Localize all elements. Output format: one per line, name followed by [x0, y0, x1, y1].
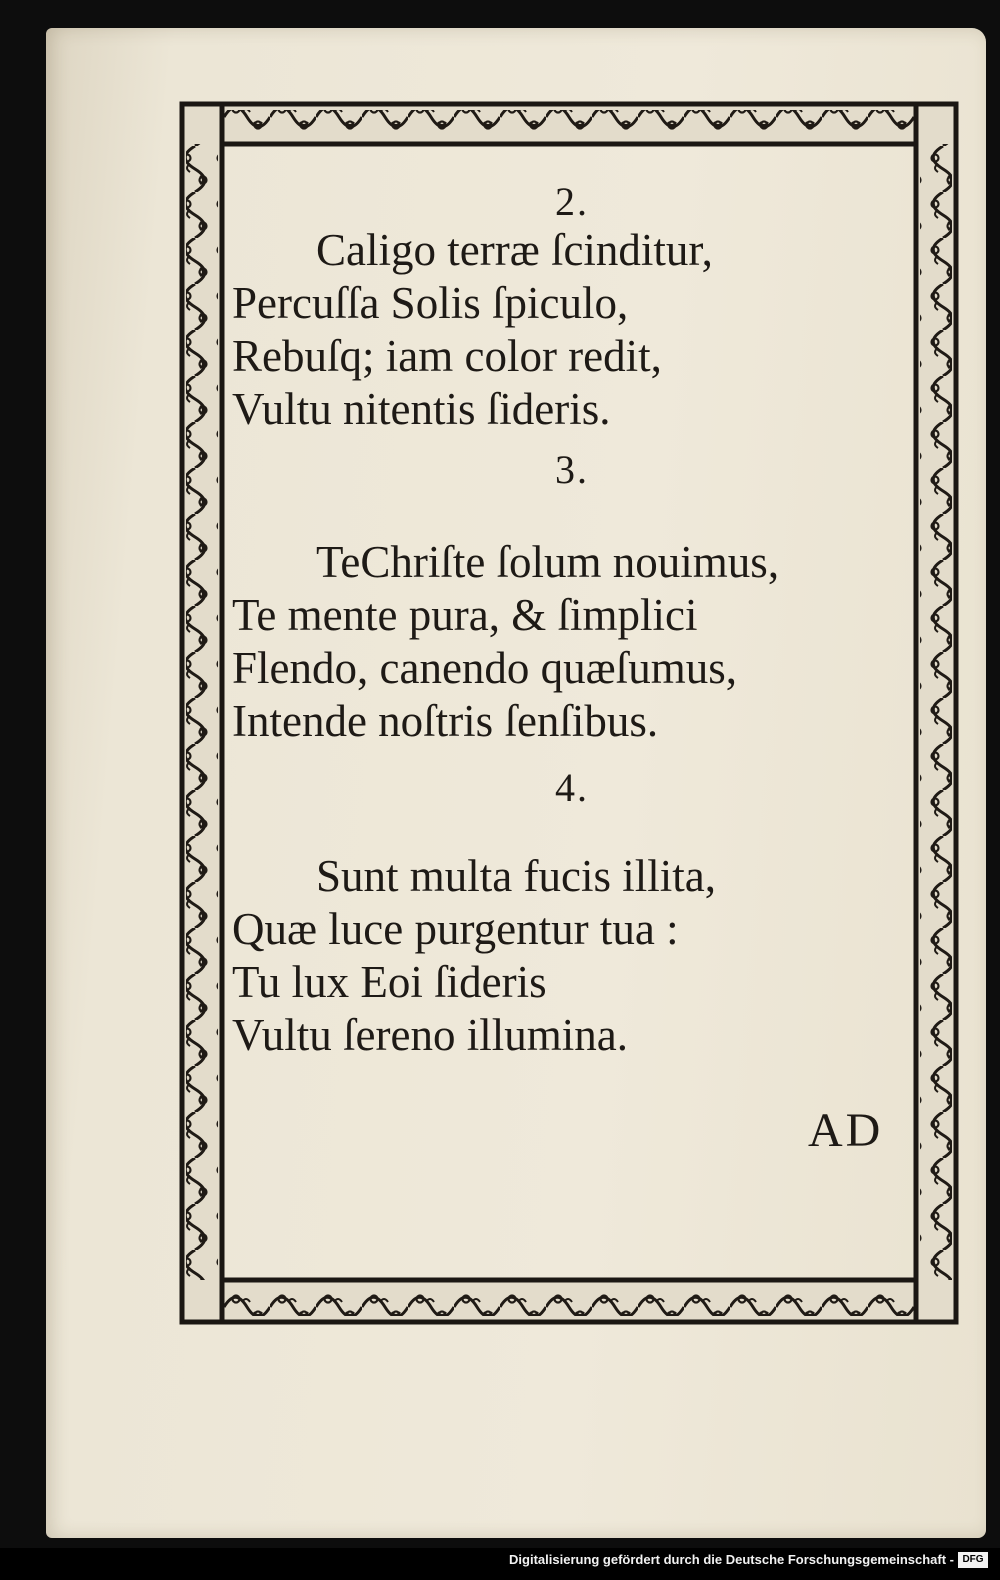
verse-line: Rebuſq; iam color redit, — [232, 331, 662, 381]
verse-line: Vultu nitentis ſideris. — [232, 384, 611, 434]
verse-line: Vultu ſereno illumina. — [232, 1010, 628, 1060]
verse-line: Sunt multa fucis illita, — [316, 851, 716, 901]
dfg-logo-icon: DFG — [958, 1552, 988, 1568]
verse-line: TeChriſte ſolum nouimus, — [316, 537, 780, 587]
verse-line: Quæ luce purgentur tua : — [232, 904, 679, 954]
verse-line: Intende noſtris ſenſibus. — [232, 696, 659, 746]
verse-line: Tu lux Eoi ſideris — [232, 957, 547, 1007]
stanza-number: 4. — [555, 765, 589, 810]
verse-line: Percuſſa Solis ſpiculo, — [232, 278, 629, 328]
stanza-number: 3. — [555, 447, 589, 492]
hymn-text — [232, 180, 912, 1062]
catchword: AD — [808, 1104, 884, 1157]
stanza-number: 2. — [555, 179, 589, 224]
verse-line: Caligo terræ ſcinditur, — [316, 225, 713, 275]
verse-line: Flendo, canendo quæſumus, — [232, 643, 737, 693]
verse-line: Te mente pura, & ſimplici — [232, 590, 698, 640]
digitization-credit: Digitalisierung gefördert durch die Deutsche Forschungsgemeinschaft - — [509, 1552, 954, 1567]
